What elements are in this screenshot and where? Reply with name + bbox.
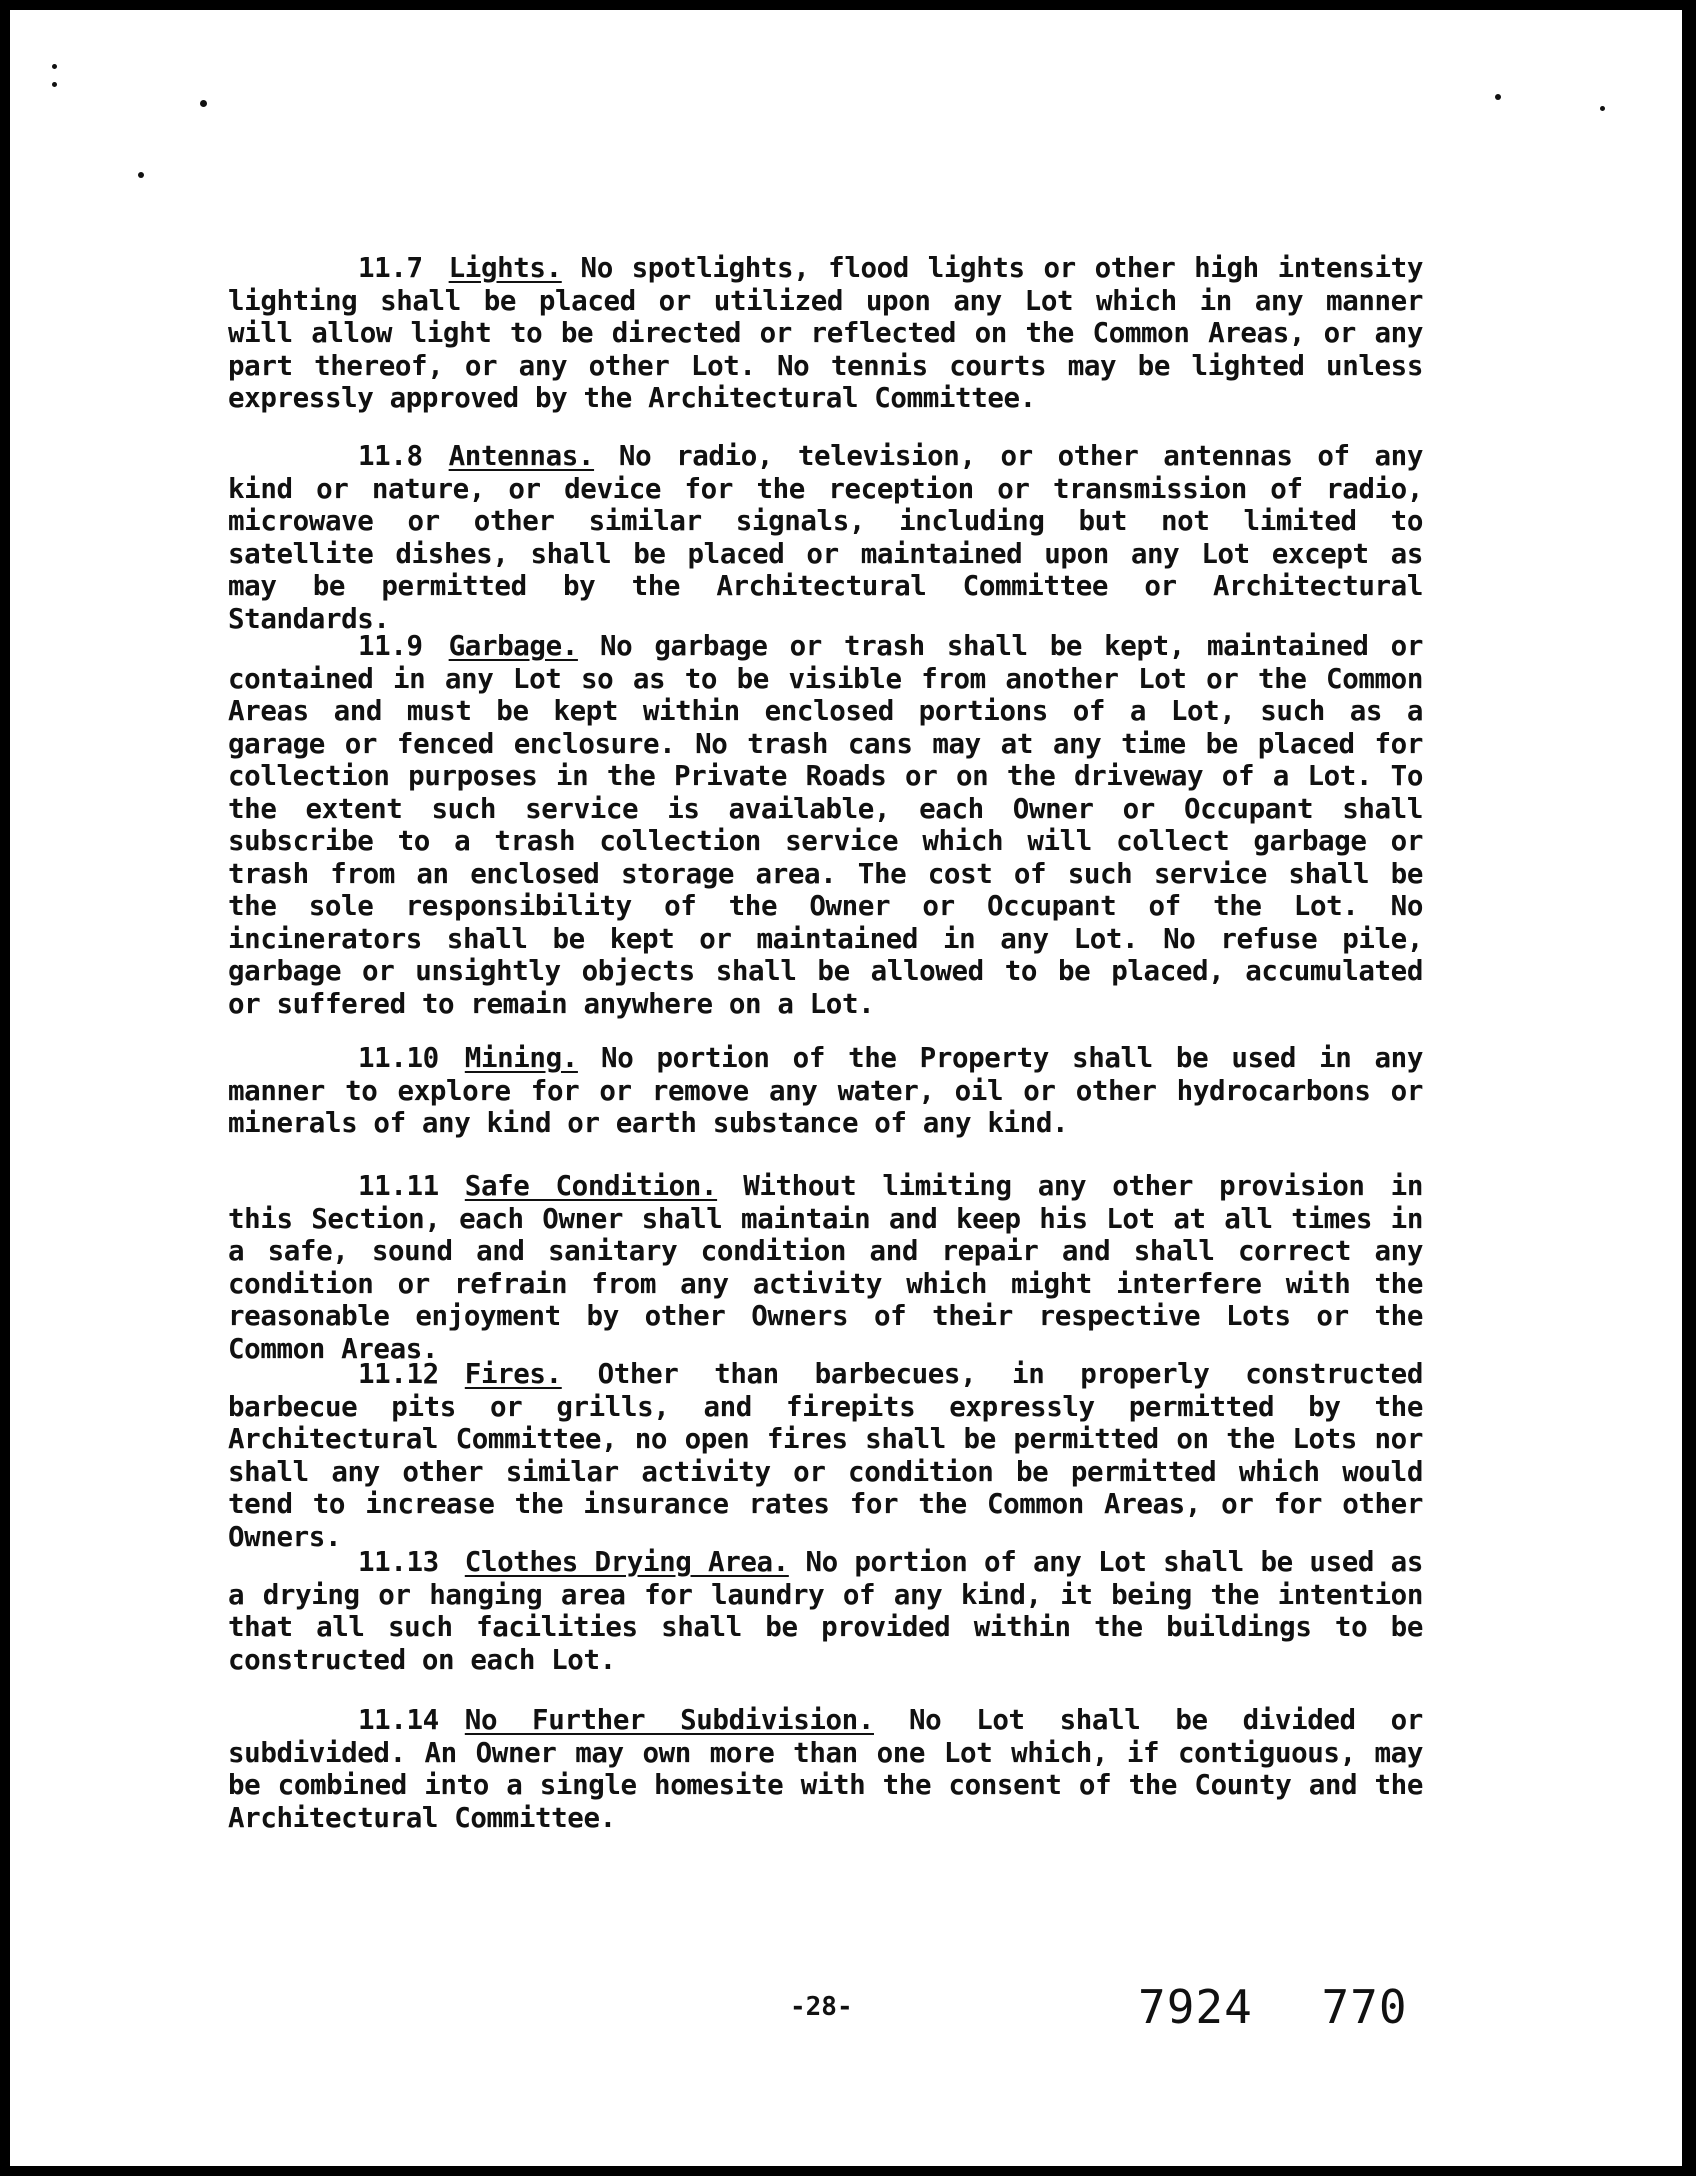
section-heading: Mining. [464,1042,578,1074]
section-11-8 [228,440,1423,635]
scan-speck [138,172,144,178]
section-number: 11.12 [358,1358,439,1390]
section-number: 11.11 [358,1170,439,1202]
section-number: 11.10 [358,1042,439,1074]
section-heading: Safe Condition. [464,1170,718,1202]
section-number: 11.7 [358,252,423,284]
section-11-12 [228,1358,1423,1553]
scan-speck [1600,106,1605,111]
section-heading: Antennas. [448,440,595,472]
section-body: No spotlights, flood lights or other high intensity lighting shall be placed or utilized upon any Lot which in any manner will allow light to be directed or reflected on the Common Areas, or any part thereof, or any other Lot. No tennis courts may be lighted unless expressly approved by the Architectural Committee. [228,252,1423,414]
section-heading: No Further Subdivision. [464,1704,874,1736]
section-number: 11.9 [358,630,423,662]
section-number: 11.13 [358,1546,439,1578]
scan-speck [52,82,57,87]
section-heading: Clothes Drying Area. [464,1546,789,1578]
section-number: 11.14 [358,1704,439,1736]
section-11-14 [228,1704,1423,1834]
page-number: -28- [790,1992,853,2022]
section-11-10 [228,1042,1423,1140]
section-heading: Garbage. [448,630,578,662]
scan-speck [1495,94,1501,100]
section-body: Without limiting any other provision in this Section, each Owner shall maintain and keep his Lot at all times in a safe, sound and sanitary condition and repair and shall correct any condition or refrain from any activity which might interfere with the reasonable enjoyment by other Owners of their respective Lots or the Common Areas. [228,1170,1423,1365]
section-body: No Lot shall be divided or subdivided. An Owner may own more than one Lot which, if contiguous, may be combined into a single homesite with the consent of the County and the Architectural Committee. [228,1704,1423,1834]
section-body: No portion of the Property shall be used in any manner to explore for or remove any water, oil or other hydrocarbons or minerals of any kind or earth substance of any kind. [228,1042,1423,1139]
section-11-11 [228,1170,1423,1365]
document-page [10,10,1682,2166]
section-body: No garbage or trash shall be kept, maintained or contained in any Lot so as to be visible from another Lot or the Common Areas and must be kept within enclosed portions of a Lot, such as a garage or fenced enclosure. No trash cans may at any time be placed for collection purposes in the Private Roads or on the driveway of a Lot. To the extent such service is available, each Owner or Occupant shall subscribe to a trash collection service which will collect garbage or trash from an enclosed storage area. The cost of such service shall be the sole responsibility of the Owner or Occupant of the Lot. No incinerators shall be kept or maintained in any Lot. No refuse pile, garbage or unsightly objects shall be allowed to be placed, accumulated or suffered to remain anywhere on a Lot. [228,630,1423,1020]
section-number: 11.8 [358,440,423,472]
section-11-13 [228,1546,1423,1676]
scan-speck [200,100,207,107]
section-body: No portion of any Lot shall be used as a drying or hanging area for laundry of any kind, it being the intention that all such facilities shall be provided within the buildings to be constructed on each Lot. [228,1546,1423,1676]
section-heading: Lights. [448,252,562,284]
section-11-9 [228,630,1423,1020]
section-heading: Fires. [464,1358,562,1390]
section-body: No radio, television, or other antennas of any kind or nature, or device for the reception or transmission of radio, microwave or other similar signals, including but not limited to satellite dishes, shall be placed or maintained upon any Lot except as may be permitted by the Architectural Committee or Architectural Standards. [228,440,1423,635]
document-stamp-number: 7924 770 [1138,1980,1408,2034]
scan-speck [52,64,57,69]
section-11-7 [228,252,1423,415]
section-body: Other than barbecues, in properly constructed barbecue pits or grills, and firepits expressly permitted by the Architectural Committee, no open fires shall be permitted on the Lots nor shall any other similar activity or condition be permitted which would tend to increase the insurance rates for the Common Areas, or for other Owners. [228,1358,1423,1553]
